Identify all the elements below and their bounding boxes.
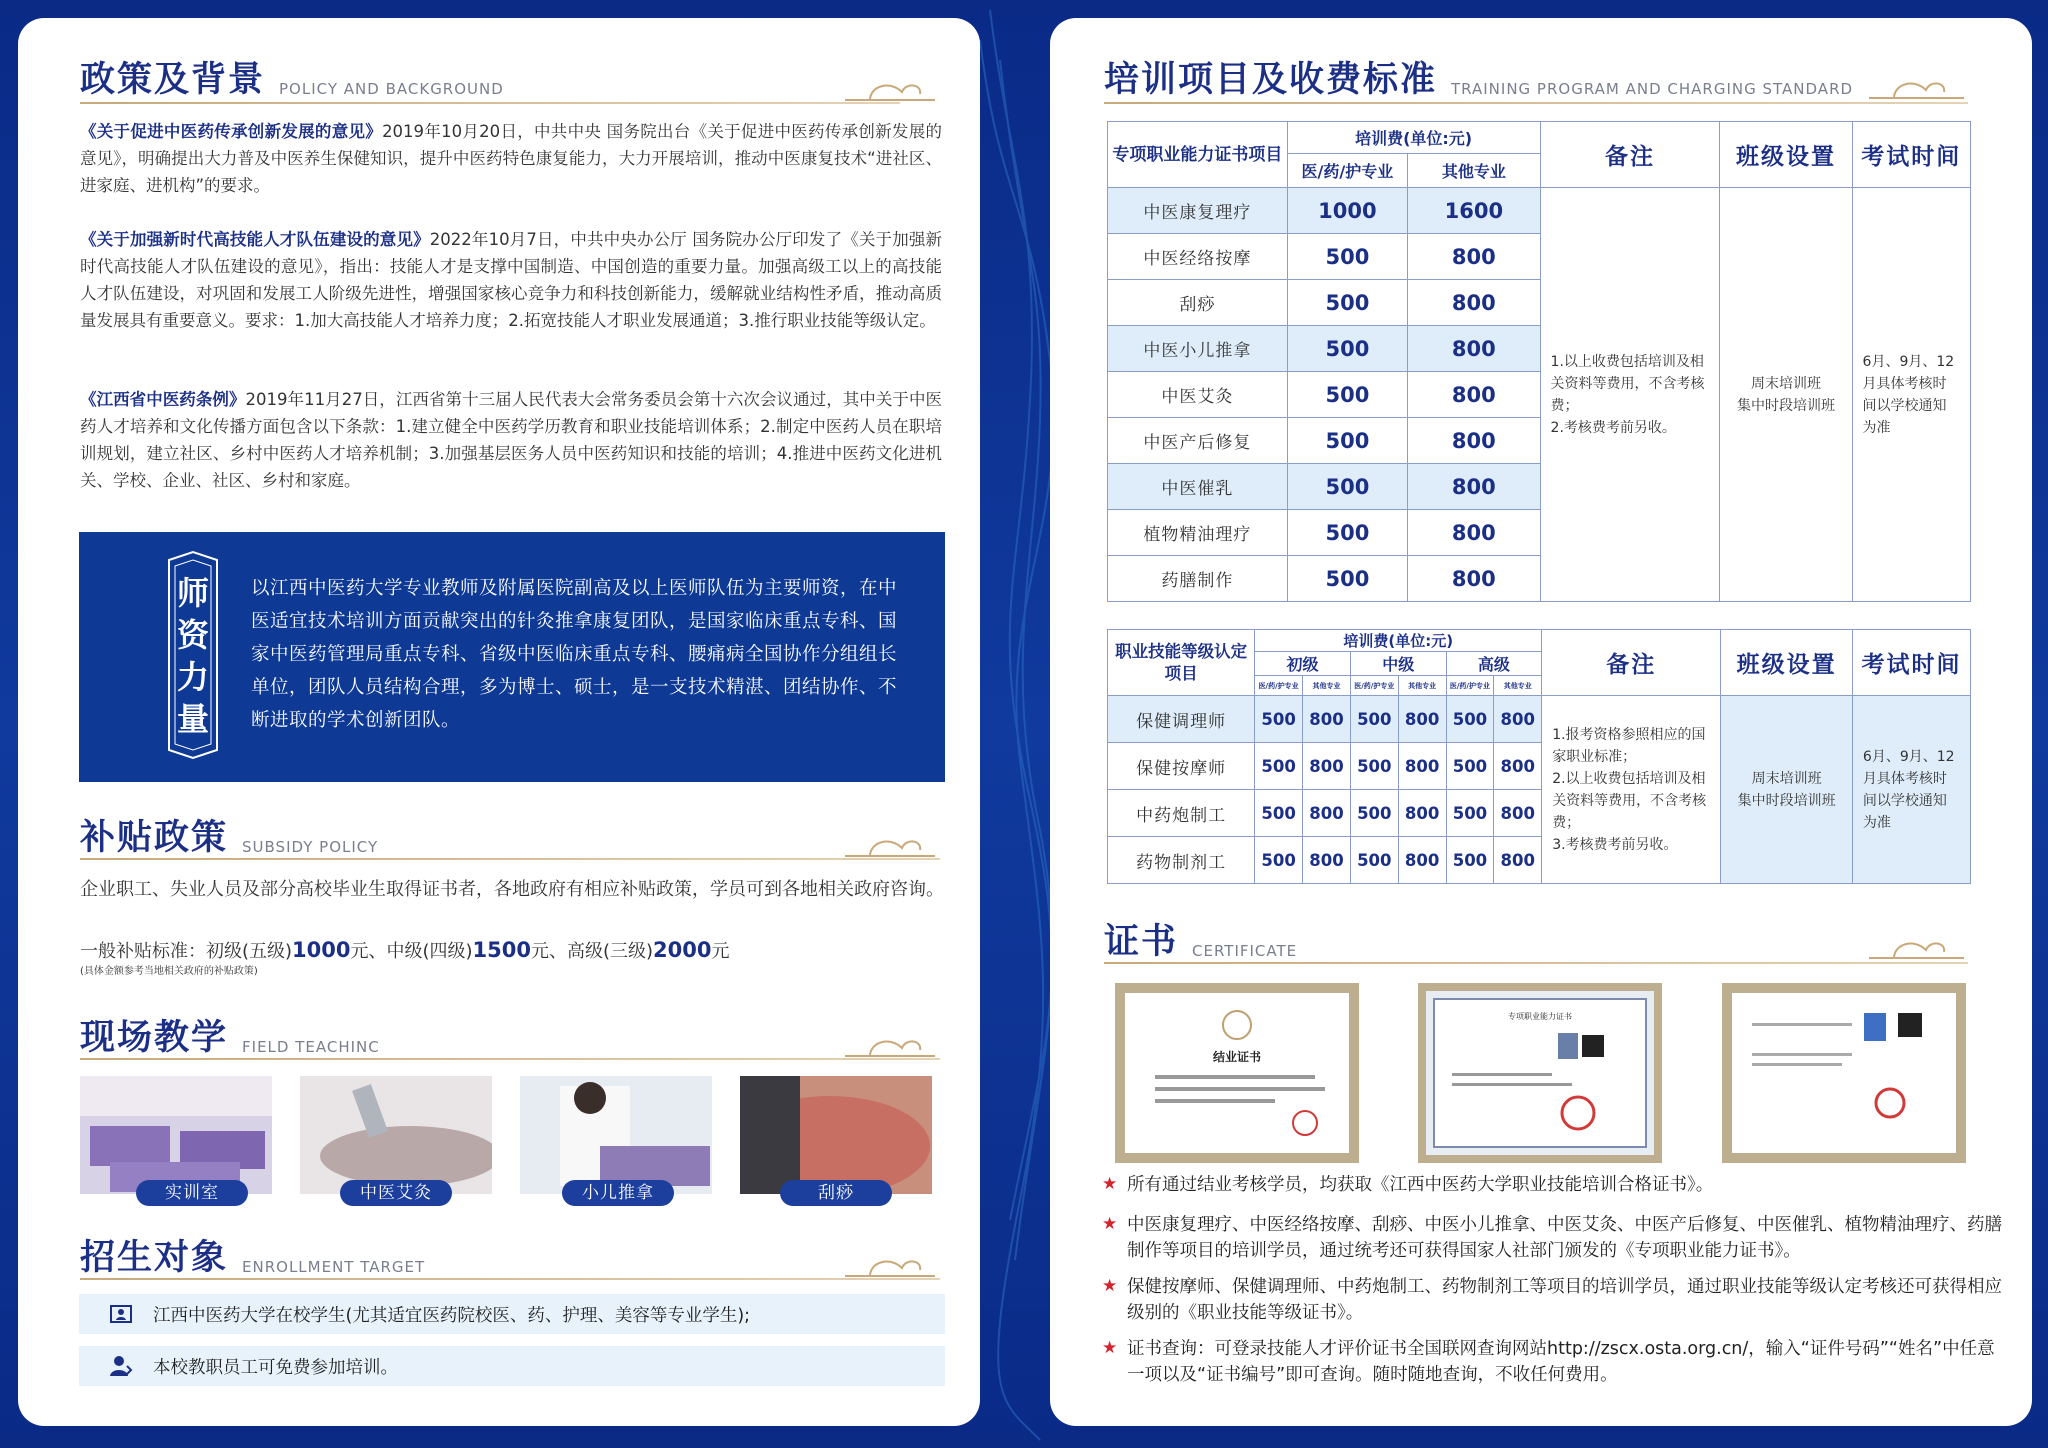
policy-title-en: POLICY AND BACKGROUND bbox=[279, 80, 504, 98]
t2-cell: 500 bbox=[1255, 696, 1303, 743]
t2-sub-1: 医/药/护专业 bbox=[1255, 676, 1303, 696]
subsidy-divider bbox=[80, 858, 940, 860]
t1-row-fee1: 500 bbox=[1287, 372, 1407, 418]
t2-sub-2: 其他专业 bbox=[1303, 676, 1351, 696]
t2-header-note: 备注 bbox=[1542, 630, 1721, 696]
t1-row-fee1: 500 bbox=[1287, 556, 1407, 602]
cert-item-4: 证书查询：可登录技能人才评价证书全国联网查询网站http://zscx.osta.org.cn/，输入“证件号码”“姓名”中任意一项以及“证书编号”即可查询。随时随地查询，不收任何费用。 bbox=[1127, 1339, 1995, 1385]
policy-header bbox=[80, 60, 504, 100]
t2-level-3: 高级 bbox=[1446, 652, 1542, 676]
cert-item-1: 所有通过结业考核学员，均获取《江西中医药大学职业技能培训合格证书》。 bbox=[1127, 1175, 1714, 1195]
t2-cell: 800 bbox=[1494, 696, 1542, 743]
policy-doc-title-1: 《关于促进中医药传承创新发展的意见》 bbox=[80, 122, 383, 141]
t2-cell: 500 bbox=[1446, 837, 1494, 884]
t2-cell: 500 bbox=[1255, 790, 1303, 837]
field-title-en: FIELD TEACHINC bbox=[242, 1038, 380, 1056]
t1-row-fee2: 800 bbox=[1408, 326, 1540, 372]
t2-cell: 500 bbox=[1350, 837, 1398, 884]
training-title: 培训项目及收费标准 bbox=[1104, 59, 1438, 100]
t1-row-name: 中医艾灸 bbox=[1108, 372, 1288, 418]
t2-cell: 800 bbox=[1303, 743, 1351, 790]
t2-row-name: 药物制剂工 bbox=[1108, 837, 1255, 884]
cert-program-table bbox=[1107, 121, 1971, 602]
t2-cell: 500 bbox=[1446, 696, 1494, 743]
t1-row-name: 中医产后修复 bbox=[1108, 418, 1288, 464]
t1-row-fee2: 1600 bbox=[1408, 188, 1540, 234]
t1-row-name: 中医小儿推拿 bbox=[1108, 326, 1288, 372]
t2-sub-2: 其他专业 bbox=[1494, 676, 1542, 696]
cert-divider bbox=[1104, 962, 1968, 964]
subsidy-header bbox=[80, 818, 378, 858]
subsidy-amount-1: 1000 bbox=[292, 938, 351, 962]
t2-cell: 500 bbox=[1350, 743, 1398, 790]
t2-class: 周末培训班 集中时段培训班 bbox=[1721, 696, 1853, 884]
policy-divider bbox=[80, 102, 900, 104]
t1-row-fee2: 800 bbox=[1408, 418, 1540, 464]
field-header bbox=[80, 1018, 380, 1058]
t1-row-fee2: 800 bbox=[1408, 556, 1540, 602]
t2-cell: 800 bbox=[1303, 837, 1351, 884]
t2-header-exam: 考试时间 bbox=[1852, 630, 1970, 696]
subsidy-amount-3: 2000 bbox=[653, 938, 712, 962]
t1-header-exam: 考试时间 bbox=[1852, 122, 1970, 188]
t1-row-fee2: 800 bbox=[1408, 280, 1540, 326]
t2-sub-2: 其他专业 bbox=[1398, 676, 1446, 696]
photo-pediatric-massage bbox=[520, 1076, 712, 1194]
t1-row-name: 药膳制作 bbox=[1108, 556, 1288, 602]
star-bullet-icon: ★ bbox=[1102, 1276, 1118, 1296]
star-bullet-icon: ★ bbox=[1102, 1338, 1118, 1358]
faculty-label-char-4: 量 bbox=[177, 700, 210, 738]
t1-header-fee2: 其他专业 bbox=[1408, 154, 1540, 188]
t2-cell: 800 bbox=[1398, 790, 1446, 837]
cert-item-3: 保健按摩师、保健调理师、中药炮制工、药物制剂工等项目的培训学员，通过职业技能等级认定考核还可获得相应级别的《职业技能等级证书》。 bbox=[1127, 1277, 2002, 1323]
enroll-title: 招生对象 bbox=[80, 1237, 229, 1278]
photo-caption-3: 小儿推拿 bbox=[562, 1180, 674, 1206]
subsidy-amount-2: 1500 bbox=[472, 938, 531, 962]
t1-header-class: 班级设置 bbox=[1720, 122, 1852, 188]
enroll-divider bbox=[80, 1278, 940, 1280]
field-divider bbox=[80, 1058, 940, 1060]
cloud-ornament-icon bbox=[1864, 932, 1968, 962]
t2-cell: 800 bbox=[1398, 837, 1446, 884]
training-header bbox=[1104, 60, 1853, 100]
t2-sub-1: 医/药/护专业 bbox=[1446, 676, 1494, 696]
training-title-en: TRAINING PROGRAM AND CHARGING STANDARD bbox=[1451, 80, 1854, 98]
t1-header-item: 专项职业能力证书项目 bbox=[1108, 122, 1288, 188]
t2-exam: 6月、9月、12月具体考核时间以学校通知为准 bbox=[1852, 696, 1970, 884]
photo-caption-2: 中医艾灸 bbox=[340, 1180, 452, 1206]
enroll-header bbox=[80, 1238, 425, 1278]
faculty-box bbox=[79, 532, 945, 782]
cloud-ornament-icon bbox=[840, 830, 940, 860]
enroll-item-1: 江西中医药大学在校学生(尤其适宜医药院校医、药、护理、美容等专业学生); bbox=[79, 1294, 945, 1334]
t2-cell: 800 bbox=[1303, 790, 1351, 837]
t1-row-name: 刮痧 bbox=[1108, 280, 1288, 326]
t2-header-item: 职业技能等级认定项目 bbox=[1108, 630, 1255, 696]
t2-sub-1: 医/药/护专业 bbox=[1350, 676, 1398, 696]
t2-level-1: 初级 bbox=[1255, 652, 1351, 676]
photo-caption-1: 实训室 bbox=[136, 1180, 248, 1206]
enroll-item-2: 本校教职员工可免费参加培训。 bbox=[79, 1346, 945, 1386]
field-title: 现场教学 bbox=[80, 1017, 229, 1058]
t1-row-fee2: 800 bbox=[1408, 510, 1540, 556]
policy-doc-title-2: 《关于加强新时代高技能人才队伍建设的意见》 bbox=[80, 230, 430, 249]
t2-cell: 500 bbox=[1255, 837, 1303, 884]
policy-title: 政策及背景 bbox=[80, 59, 266, 100]
cert-2-title: 专项职业能力证书 bbox=[1508, 1012, 1572, 1021]
photo-training-room bbox=[80, 1076, 272, 1194]
t1-header-note: 备注 bbox=[1540, 122, 1720, 188]
cloud-ornament-icon bbox=[1864, 72, 1968, 102]
t2-cell: 800 bbox=[1494, 743, 1542, 790]
t1-row-fee1: 500 bbox=[1287, 510, 1407, 556]
t1-row-fee1: 500 bbox=[1287, 326, 1407, 372]
t2-level-2: 中级 bbox=[1350, 652, 1446, 676]
t1-row-fee2: 800 bbox=[1408, 372, 1540, 418]
training-divider bbox=[1104, 102, 1968, 104]
t2-row-name: 中药炮制工 bbox=[1108, 790, 1255, 837]
t2-cell: 800 bbox=[1398, 743, 1446, 790]
cloud-ornament-icon bbox=[840, 74, 940, 104]
t2-cell: 800 bbox=[1494, 837, 1542, 884]
photo-guasha bbox=[740, 1076, 932, 1194]
t2-cell: 500 bbox=[1446, 743, 1494, 790]
photo-moxibustion bbox=[300, 1076, 492, 1194]
cert-title: 证书 bbox=[1104, 921, 1179, 962]
t2-cell: 800 bbox=[1398, 696, 1446, 743]
t1-row-fee1: 500 bbox=[1287, 234, 1407, 280]
t1-exam: 6月、9月、12月具体考核时间以学校通知为准 bbox=[1852, 188, 1970, 602]
t1-row-fee2: 800 bbox=[1408, 234, 1540, 280]
faculty-text: 以江西中医药大学专业教师及附属医院副高及以上医师队伍为主要师资，在中医适宜技术培训方面贡献突出的针灸推拿康复团队，是国家临床重点专科、国家中医药管理局重点专科、省级中医临床重点专科、腰痛病全国协作分组组长单位，团队人员结构合理，多为博士、硕士，是一支技术精湛、团结协作、不断进取的学术创新团队。 bbox=[251, 578, 898, 731]
certificate-image-3 bbox=[1722, 983, 1966, 1163]
t1-row-name: 中医催乳 bbox=[1108, 464, 1288, 510]
student-icon bbox=[107, 1300, 135, 1328]
cert-1-title: 结业证书 bbox=[1212, 1050, 1262, 1064]
t2-cell: 500 bbox=[1350, 696, 1398, 743]
faculty-label-char-2: 资 bbox=[177, 616, 210, 654]
cert-header bbox=[1104, 922, 1297, 962]
cloud-ornament-icon bbox=[840, 1250, 940, 1280]
t2-cell: 800 bbox=[1303, 696, 1351, 743]
photo-caption-4: 刮痧 bbox=[780, 1180, 892, 1206]
t2-cell: 500 bbox=[1350, 790, 1398, 837]
t2-row-name: 保健按摩师 bbox=[1108, 743, 1255, 790]
t2-header-class: 班级设置 bbox=[1721, 630, 1853, 696]
t1-note: 1.以上收费包括培训及相关资料等费用，不含考核费； 2.考核费考前另收。 bbox=[1540, 188, 1720, 602]
subsidy-footnote: (具体金额参考当地相关政府的补贴政策) bbox=[80, 966, 258, 977]
t1-row-fee1: 1000 bbox=[1287, 188, 1407, 234]
t1-row-fee1: 500 bbox=[1287, 280, 1407, 326]
t1-row-fee1: 500 bbox=[1287, 464, 1407, 510]
policy-paragraph-1: 《关于促进中医药传承创新发展的意见》2019年10月20日，中共中央 国务院出台《关于促进中医药传承创新发展的意见》，明确提出大力普及中医养生保健知识，提升中医药特色康复能力，大力开展培训，推动中医康复技术“进社区、进家庭、进机构”的要求。 bbox=[80, 122, 942, 195]
faculty-label-char-3: 力 bbox=[177, 658, 210, 696]
certificate-image-1 bbox=[1115, 983, 1359, 1163]
t1-row-name: 中医经络按摩 bbox=[1108, 234, 1288, 280]
t1-class: 周末培训班 集中时段培训班 bbox=[1720, 188, 1852, 602]
cloud-ornament-icon bbox=[840, 1030, 940, 1060]
t1-row-fee1: 500 bbox=[1287, 418, 1407, 464]
star-bullet-icon: ★ bbox=[1102, 1214, 1118, 1234]
t2-cell: 500 bbox=[1255, 743, 1303, 790]
t1-row-name: 中医康复理疗 bbox=[1108, 188, 1288, 234]
t2-note: 1.报考资格参照相应的国家职业标准； 2.以上收费包括培训及相关资料等费用，不含考核费； 3.考核费考前另收。 bbox=[1542, 696, 1721, 884]
cert-item-2: 中医康复理疗、中医经络按摩、刮痧、中医小儿推拿、中医艾灸、中医产后修复、中医催乳、植物精油理疗、药膳制作等项目的培训学员，通过统考还可获得国家人社部门颁发的《专项职业能力证书》。 bbox=[1127, 1215, 2002, 1261]
subsidy-standard: 一般补贴标准：初级(五级)1000元、中级(四级)1500元、高级(三级)2000元 bbox=[80, 938, 730, 962]
staff-icon bbox=[107, 1352, 135, 1380]
faculty-label-char-1: 师 bbox=[177, 574, 210, 612]
t2-cell: 500 bbox=[1446, 790, 1494, 837]
t1-row-fee2: 800 bbox=[1408, 464, 1540, 510]
subsidy-text: 企业职工、失业人员及部分高校毕业生取得证书者，各地政府有相应补贴政策，学员可到各地相关政府咨询。 bbox=[80, 879, 944, 900]
policy-paragraph-3: 《江西省中医药条例》2019年11月27日，江西省第十三届人民代表大会常务委员会第十六次会议通过，其中关于中医药人才培养和文化传播方面包含以下条款：1.建立健全中医药学历教育和职业技能培训体系；2.制定中医药人员在职培训规划，建立社区、乡村中医药人才培养机制；3.加强基层医务人员中医药知识和技能的培训；4.推进中医药文化进机关、学校、企业、社区、乡村和家庭。 bbox=[80, 390, 943, 490]
skill-level-table bbox=[1107, 629, 1971, 884]
t2-cell: 800 bbox=[1494, 790, 1542, 837]
t1-header-fee1: 医/药/护专业 bbox=[1287, 154, 1407, 188]
subsidy-title: 补贴政策 bbox=[80, 817, 229, 858]
policy-paragraph-2: 《关于加强新时代高技能人才队伍建设的意见》2022年10月7日，中共中央办公厅 国务院办公厅印发了《关于加强新时代高技能人才队伍建设的意见》，指出：技能人才是支撑中国制造、中国创造的重要力量。加强高级工以上的高技能人才队伍建设，对巩固和发展工人阶级先进性，增强国家核心竞争力和科技创新能力，缓解就业结构性矛盾，推动高质量发展具有重要意义。要求：1.加大高技能人才培养力度；2.拓宽技能人才职业发展通道；3.推行职业技能等级认定。 bbox=[80, 230, 942, 330]
t2-row-name: 保健调理师 bbox=[1108, 696, 1255, 743]
cert-title-en: CERTIFICATE bbox=[1192, 942, 1298, 960]
enroll-title-en: ENROLLMENT TARGET bbox=[242, 1258, 426, 1276]
star-bullet-icon: ★ bbox=[1102, 1174, 1118, 1194]
t1-header-fee: 培训费(单位:元) bbox=[1287, 122, 1540, 154]
policy-doc-title-3: 《江西省中医药条例》 bbox=[80, 390, 246, 409]
subsidy-title-en: SUBSIDY POLICY bbox=[242, 838, 379, 856]
t2-header-fee: 培训费(单位:元) bbox=[1255, 630, 1542, 652]
certificate-image-2 bbox=[1418, 983, 1662, 1163]
t1-row-name: 植物精油理疗 bbox=[1108, 510, 1288, 556]
